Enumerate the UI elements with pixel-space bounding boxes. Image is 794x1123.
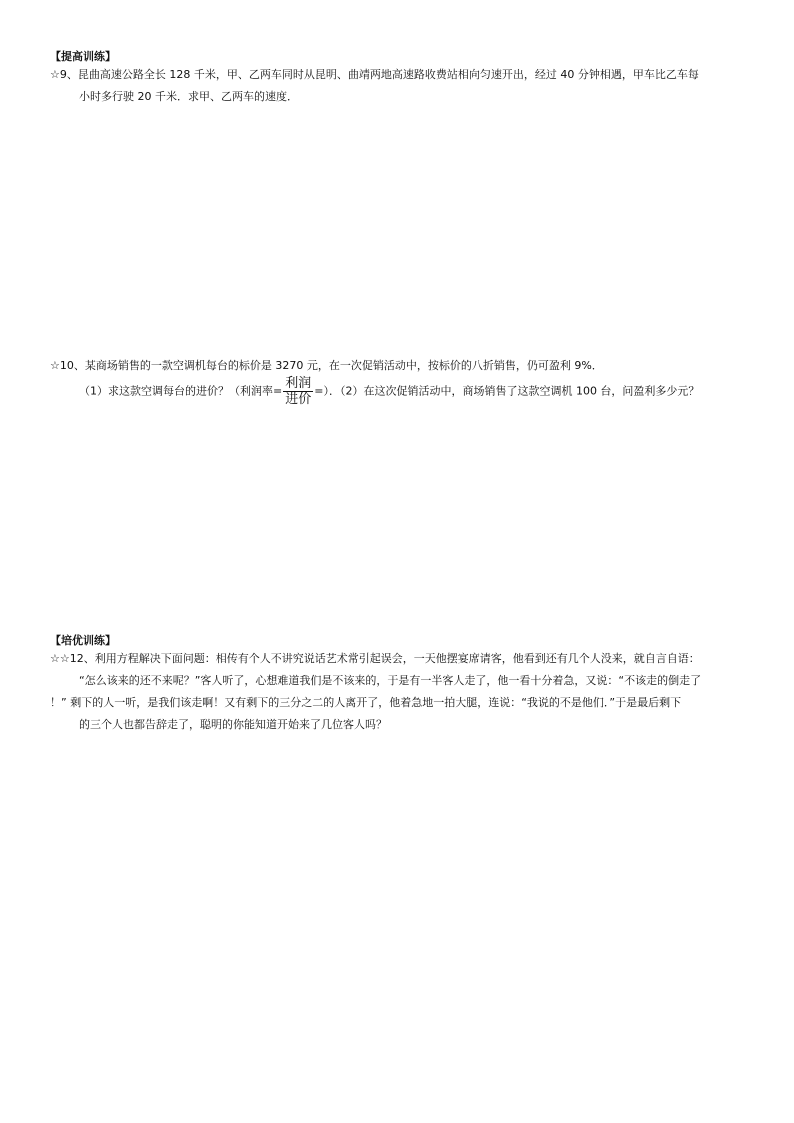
question-12-line-1: ☆☆12、利用方程解决下面问题：相传有个人不讲究说话艺术常引起误会，一天他摆宴席请客，他看到还有几个人没来，就自言自语： (50, 652, 700, 665)
fraction-numerator: 利润 (285, 376, 312, 391)
section-heading-elite: 【培优训练】 (50, 634, 116, 647)
question-12-line-2: “怎么该来的还不来呢？”客人听了，心想难道我们是不该来的，于是有一半客人走了，他一看十分着急，又说：“不该走的倒走了 (79, 674, 702, 687)
question-9-line-1: ☆9、昆曲高速公路全长 128 千米，甲、乙两车同时从昆明、曲靖两地高速路收费站相向匀速开出，经过 40 分钟相遇，甲车比乙车每 (50, 68, 699, 81)
fraction-denominator: 进价 (285, 392, 312, 407)
question-10-line-1: ☆10、某商场销售的一款空调机每台的标价是 3270 元，在一次促销活动中，按标价的八折销售，仍可盈利 9%． (50, 359, 603, 372)
question-10-line-2 (79, 376, 699, 407)
question-10-part-2-text: =）．（2）在这次促销活动中，商场销售了这款空调机 100 台，问盈利多少元？ (314, 384, 700, 398)
section-heading-advanced: 【提高训练】 (50, 50, 116, 63)
question-10-part-1-text: （1）求这款空调每台的进价？（利润率= (79, 384, 283, 398)
question-12-line-4: 的三个人也都告辞走了，聪明的你能知道开始来了几位客人吗？ (79, 718, 387, 731)
question-12-line-3: ！” 剩下的人一听，是我们该走啊！又有剩下的三分之二的人离开了，他着急地一拍大腿，连说：“我说的不是他们．”于是最后剩下 (50, 696, 682, 709)
question-9-line-2: 小时多行驶 20 千米．求甲、乙两车的速度． (79, 90, 298, 103)
profit-rate-fraction (283, 376, 313, 407)
